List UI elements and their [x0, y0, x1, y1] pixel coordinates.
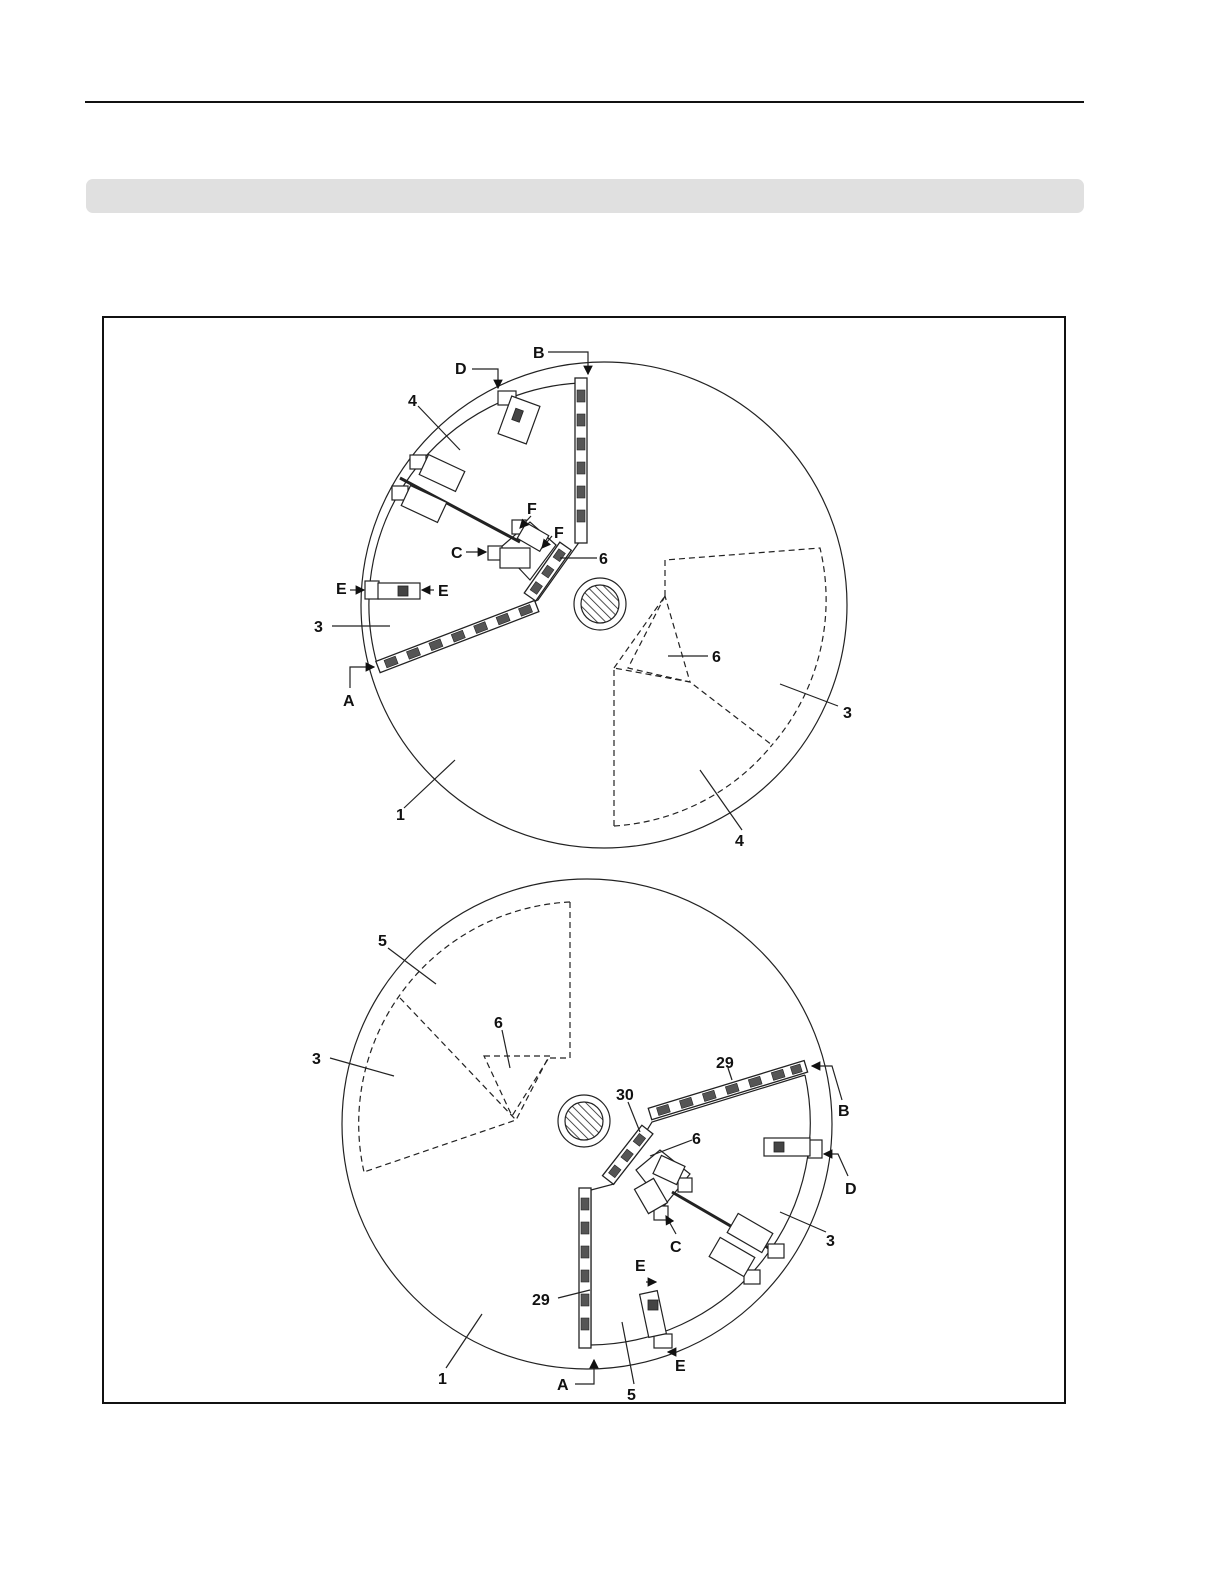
upper-latch-d: [498, 391, 540, 444]
lower-callout-6-hinge: 6: [692, 1131, 701, 1148]
upper-callout-4-bottom: 4: [735, 833, 744, 850]
upper-hinge-a: [376, 600, 539, 672]
lower-callout-d: D: [845, 1181, 857, 1198]
lower-callout-e-top: E: [635, 1258, 646, 1275]
upper-dashed-triangle-6: [628, 596, 690, 682]
upper-disc: [314, 345, 852, 850]
lower-latch-e: [640, 1291, 672, 1348]
lower-callout-30: 30: [616, 1087, 634, 1104]
upper-open-sector-rim: [369, 383, 580, 664]
upper-latch-c: [488, 546, 530, 568]
lower-callout-a: A: [557, 1377, 569, 1394]
lower-callout-c: C: [670, 1239, 682, 1256]
lower-callout-e-bottom: E: [675, 1358, 686, 1375]
lower-dashed-triangle-6: [484, 1056, 550, 1116]
lower-callout-29-top: 29: [716, 1055, 734, 1072]
lower-callout-3-left: 3: [312, 1051, 321, 1068]
upper-latch-left-1: [410, 455, 465, 492]
lower-latch-d: [764, 1138, 822, 1158]
lower-callout-29-left: 29: [532, 1292, 550, 1309]
upper-callout-f2: F: [554, 525, 564, 542]
upper-callout-e-left: E: [336, 581, 347, 598]
lower-dashed-rim: [359, 902, 570, 1172]
upper-callout-1: 1: [396, 807, 405, 824]
upper-latch-left-2: [392, 486, 447, 523]
lower-dashed-sector-edge: [364, 902, 570, 1172]
upper-callout-4-top: 4: [408, 393, 417, 410]
lower-hinge-30: [602, 1125, 652, 1184]
upper-callout-6-hinge: 6: [599, 551, 608, 568]
upper-hinge-six: [524, 542, 571, 601]
lower-disc: [312, 879, 857, 1404]
lower-callout-5-bottom: 5: [627, 1387, 636, 1404]
upper-callout-6-dashed: 6: [712, 649, 721, 666]
lower-callout-b: B: [838, 1103, 850, 1120]
lower-open-sector-edge: [591, 1075, 805, 1345]
upper-shaft-core: [581, 585, 619, 623]
upper-dashed-sector-3: [665, 548, 826, 745]
upper-dashed-edge: [614, 596, 665, 668]
upper-dashed-sector-4: [614, 668, 772, 826]
upper-latch-e: [365, 581, 420, 599]
lower-callout-5-top: 5: [378, 933, 387, 950]
upper-callout-d: D: [455, 361, 467, 378]
upper-callout-3-left: 3: [314, 619, 323, 636]
lower-shaft-core: [565, 1102, 603, 1140]
upper-dashed-rim-4: [614, 745, 772, 826]
upper-callout-e-right: E: [438, 583, 449, 600]
lower-callout-6-dashed: 6: [494, 1015, 503, 1032]
lower-callout-1: 1: [438, 1371, 447, 1388]
upper-callout-f1: F: [527, 501, 537, 518]
upper-callout-a: A: [343, 693, 355, 710]
upper-hinge-b: [575, 378, 587, 543]
upper-callout-b: B: [533, 345, 545, 362]
upper-callout-c: C: [451, 545, 463, 562]
lower-latch-c: [634, 1178, 668, 1220]
upper-callout-3-right: 3: [843, 705, 852, 722]
lower-hinge-29-left: [579, 1188, 591, 1348]
lower-callout-3-right: 3: [826, 1233, 835, 1250]
